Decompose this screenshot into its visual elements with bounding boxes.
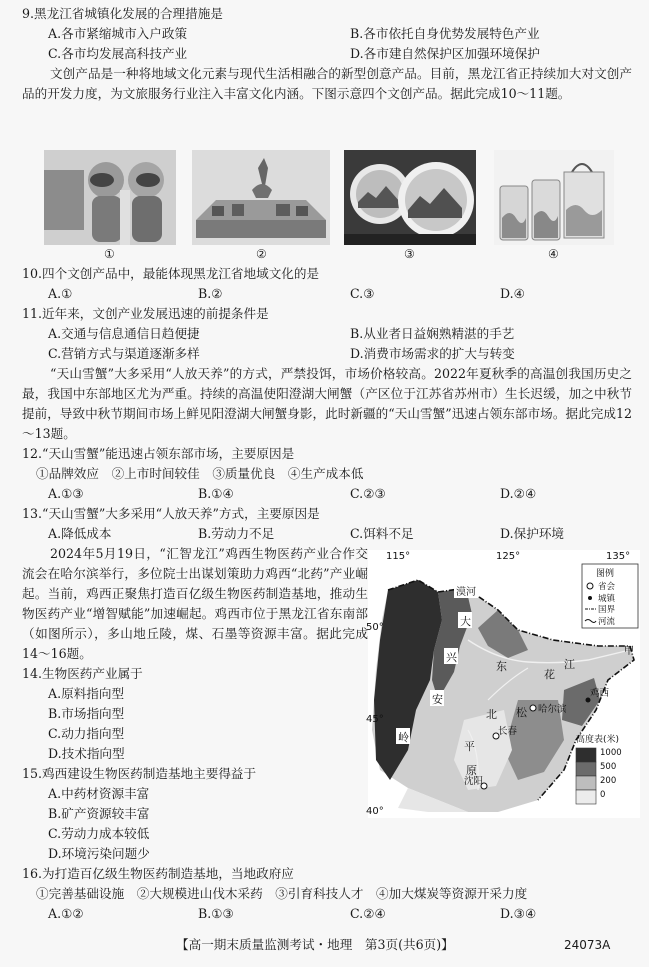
footer-code: 24073A	[564, 938, 611, 952]
caption-3: ③	[404, 247, 415, 261]
q16-items: ①完善基础设施 ②大规模进山伐木采药 ③引育科技人才 ④加大煤炭等资源开采力度	[36, 886, 528, 901]
legend-title: 图例	[596, 569, 615, 579]
q9-stem: 9.黑龙江省城镇化发展的合理措施是	[22, 6, 223, 21]
height-0: 0	[600, 790, 606, 800]
legend-town-icon	[588, 596, 592, 600]
legend-town: 城镇	[598, 594, 616, 604]
lat-label-40: 40°	[366, 806, 384, 817]
q9-option-b: B.各市依托自身优势发展特色产业	[350, 26, 540, 41]
place-dong: 东	[496, 660, 507, 673]
q12-stem: 12.“天山雪蟹”能迅速占领东部市场，主要原因是	[22, 446, 295, 461]
q14-option-c: C.动力指向型	[48, 726, 125, 741]
map-svg	[368, 550, 640, 818]
q16-option-a: A.①②	[48, 906, 84, 921]
place-changchun: 长春	[498, 726, 518, 737]
legend-capital-icon	[587, 583, 593, 589]
q12-option-c: C.②③	[350, 486, 386, 501]
q13-option-d: D.保护环境	[500, 526, 565, 541]
height-1000: 1000	[600, 748, 622, 758]
q16-option-d: D.③④	[500, 906, 537, 921]
q13-stem: 13.“天山雪蟹”大多采用“人放天养”方式，主要原因是	[22, 506, 320, 521]
q11-option-d: D.消费市场需求的扩大与转变	[350, 346, 515, 361]
q16-stem: 16.为打造百亿级生物医药制造基地，当地政府应	[22, 866, 294, 881]
q14-option-a: A.原料指向型	[48, 686, 125, 701]
passage-tianshan-crab: “天山雪蟹”大多采用“人放天养”的方式，严禁投饵，市场价格较高。2022年夏秋季的高温创我国历史之最，我国中东部地区尤为严重。持续的高温使阳澄湖大闸蟹（产区位于江苏省苏州市）生长迟缓，加之中秋节提前，导致中秋节期间市场上鲜见阳澄湖大闸蟹身影，此时新疆的“天山雪蟹”迅速占领东部市场。据此完成12～13题。	[22, 366, 632, 441]
photo-tea-packaging	[494, 150, 614, 245]
place-jia: 甲	[624, 646, 634, 657]
q12-items: ①品牌效应 ②上市时间较佳 ③质量优良 ④生产成本低	[36, 466, 364, 481]
place-ling: 岭	[398, 731, 409, 744]
place-hua: 花	[544, 668, 555, 681]
q9-option-d: D.各市建自然保护区加强环境保护	[350, 46, 540, 61]
q10-option-b: B.②	[198, 286, 223, 301]
q15-option-d: D.环境污染问题少	[48, 846, 150, 861]
place-ping: 平	[464, 740, 475, 753]
q13-option-c: C.饵料不足	[350, 526, 414, 541]
caption-1: ①	[104, 247, 115, 261]
q10-option-c: C.③	[350, 286, 375, 301]
place-xing: 兴	[446, 651, 457, 664]
height-500: 500	[600, 762, 617, 772]
q10-stem: 10.四个文创产品中，最能体现黑龙江省地域文化的是	[22, 266, 320, 281]
q15-option-a: A.中药材资源丰富	[48, 786, 150, 801]
q14-option-d: D.技术指向型	[48, 746, 125, 761]
town-model-image	[192, 150, 330, 245]
height-scale-title: 高度表(米)	[576, 735, 620, 745]
q12-option-d: D.②④	[500, 486, 537, 501]
passage-cultural-products: 文创产品是一种将地域文化元素与现代生活相融合的新型创意产品。目前，黑龙江省正持续加大对文创产品的开发力度，为文旅服务行业注入丰富文化内涵。下图示意四个文创产品。据此完成10～11题。	[22, 66, 632, 101]
q13-option-b: B.劳动力不足	[198, 526, 275, 541]
place-an: 安	[432, 693, 443, 706]
q11-option-c: C.营销方式与渠道逐渐多样	[48, 346, 200, 361]
q15-option-b: B.矿产资源较丰富	[48, 806, 150, 821]
photo-decorative-plates	[344, 150, 476, 245]
q14-stem: 14.生物医药产业属于	[22, 666, 143, 681]
q12-option-b: B.①④	[198, 486, 234, 501]
q9-option-c: C.各市均发展高科技产业	[48, 46, 188, 61]
q14-option-b: B.市场指向型	[48, 706, 125, 721]
place-harbin: 哈尔滨	[538, 704, 567, 715]
q10-option-d: D.④	[500, 286, 525, 301]
q15-option-c: C.劳动力成本较低	[48, 826, 150, 841]
decorative-plates-image	[344, 150, 476, 245]
q16-option-c: C.②④	[350, 906, 386, 921]
q11-option-b: B.从业者日益娴熟精湛的手艺	[350, 326, 515, 341]
q15-stem: 15.鸡西建设生物医药制造基地主要得益于	[22, 766, 257, 781]
place-da: 大	[460, 615, 471, 628]
place-mohe: 漠河	[456, 587, 476, 598]
photo-town-model	[192, 150, 330, 245]
place-yuan: 原	[466, 764, 477, 777]
q10-option-a: A.①	[48, 286, 73, 301]
place-bei: 北	[486, 708, 497, 721]
height-200: 200	[600, 776, 617, 786]
lat-label-45: 45°	[366, 714, 384, 725]
place-song: 松	[516, 706, 527, 719]
photo-mascot-figures	[44, 150, 176, 245]
passage-jixi-biomedicine: 2024年5月19日，“汇智龙江”鸡西生物医药产业合作交流会在哈尔滨举行，多位院士出谋划策助力鸡西“北药”产业崛起。当前，鸡西正聚焦打造百亿级生物医药制造基地，推动生物医药产业“增智赋能”加速崛起。鸡西市位于黑龙江省东南部（如图所示），多山地丘陵，煤、石墨等资源丰富。据此完成14～16题。	[22, 546, 368, 661]
lon-label-135: 135°	[606, 551, 631, 562]
lon-label-125: 125°	[496, 551, 521, 562]
caption-2: ②	[256, 247, 267, 261]
place-jiang: 江	[564, 658, 575, 671]
q13-option-a: A.降低成本	[48, 526, 112, 541]
legend-river: 河流	[598, 617, 616, 627]
northeast-china-map	[368, 550, 640, 818]
lon-label-115: 115°	[386, 551, 411, 562]
q11-stem: 11.近年来，文创产业发展迅速的前提条件是	[22, 306, 269, 321]
tea-packaging-image	[494, 150, 614, 245]
legend-capital: 省会	[598, 582, 616, 592]
footer-title: 【高一期末质量监测考试・地理 第3页(共6页)】	[176, 937, 454, 952]
q11-option-a: A.交通与信息通信日趋便捷	[48, 326, 200, 341]
place-jixi: 鸡西	[590, 688, 610, 699]
caption-4: ④	[548, 247, 559, 261]
lat-label-50: 50°	[366, 622, 384, 633]
mascot-figures-image	[44, 150, 176, 245]
legend-border: 国界	[598, 605, 616, 615]
harbin-marker	[530, 705, 536, 711]
q9-option-a: A.各市紧缩城市入户政策	[48, 26, 188, 41]
q16-option-b: B.①③	[198, 906, 234, 921]
place-shenyang: 沈阳	[464, 776, 484, 787]
q12-option-a: A.①③	[48, 486, 84, 501]
